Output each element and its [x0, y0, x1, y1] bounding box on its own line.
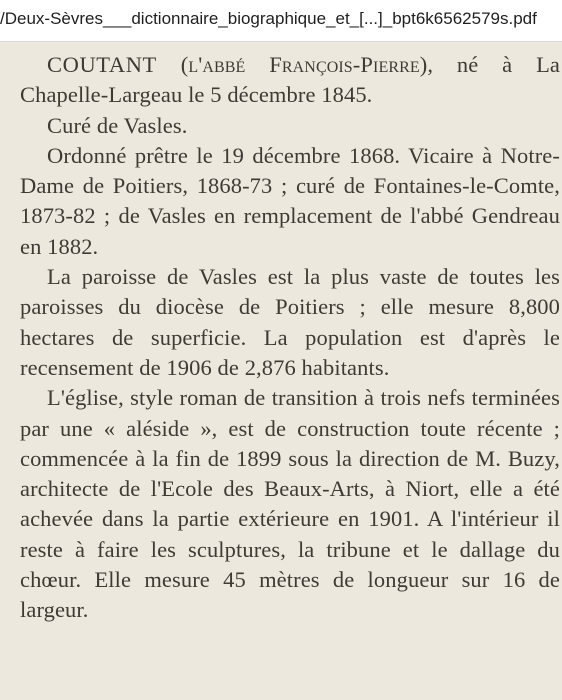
document-filename: /Deux-Sèvres___dictionnaire_biographique_et_[...]_bpt6k6562579s.pdf — [0, 9, 537, 28]
entry-name-detail: (l'abbé François-Pierre) — [180, 52, 428, 77]
entry-position: Curé de Vasles. — [47, 112, 188, 138]
pdf-title-bar — [0, 0, 562, 42]
entry-paragraph-church: L'église, style roman de transition à trois nefs terminées par une « aléside », est de construction toute récente ; commencée à la fin de 1899 sous la direction de M. Buzy, architecte de l'Ecole des Beaux-Arts, à Niort, elle a été achevée dans la partie extérieure en 1901. A l'intérieur il reste à faire les sculptures, la tribune et le dallage du chœur. Elle mesure 45 mètres de longueur sur 16 de largeur. — [20, 385, 560, 623]
entry-heading-paragraph — [20, 50, 560, 111]
entry-paragraph-career: Ordonné prêtre le 19 décembre 1868. Vicaire à Notre-Dame de Poitiers, 1868-73 ; curé de Fontaines-le-Comte, 1873-82 ; de Vasles en remplacement de l'abbé Gendreau en 1882. — [20, 142, 560, 259]
entry-name: COUTANT — [47, 52, 157, 77]
document-page — [0, 42, 562, 700]
entry-paragraph-parish: La paroisse de Vasles est la plus vaste de toutes les paroisses du diocèse de Poitiers ; elle mesure 8,800 hectares de superficie. La population est d'après le recensement de 1906 de 2,876 habitants. — [20, 264, 560, 380]
entry-birth: , né à La Chapelle-Largeau le 5 décembre 1845. — [20, 52, 561, 108]
biography-entry — [20, 50, 560, 626]
